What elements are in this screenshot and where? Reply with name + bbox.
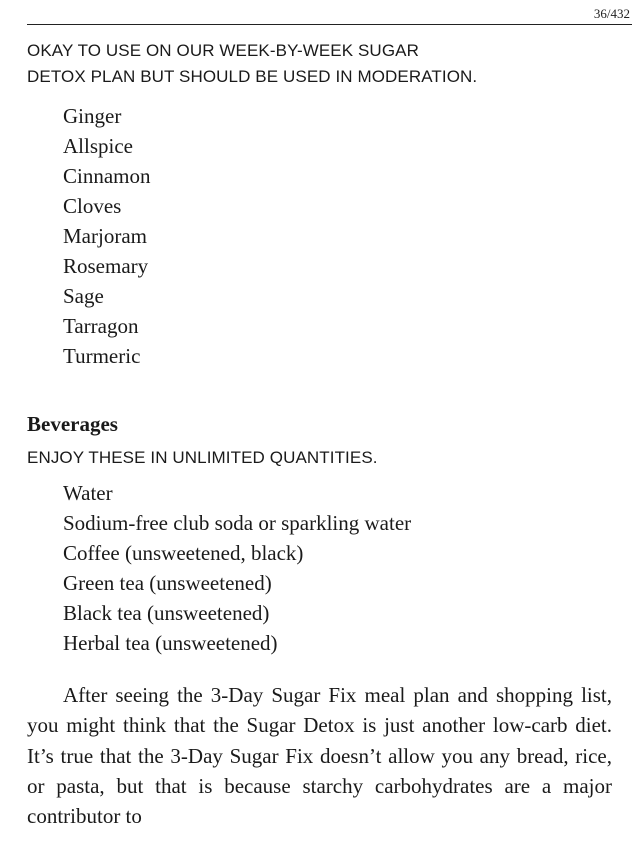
list-item: Allspice [63, 134, 133, 158]
list-item: Marjoram [63, 224, 147, 248]
list-item: Cinnamon [63, 164, 151, 188]
spice-list [63, 101, 151, 371]
list-item: Coffee (unsweetened, black) [63, 541, 304, 565]
list-item: Rosemary [63, 254, 149, 278]
moderation-note-line-1: OKAY TO USE ON OUR WEEK-BY-WEEK SUGAR [27, 41, 419, 60]
list-item: Tarragon [63, 314, 139, 338]
list-item: Turmeric [63, 344, 141, 368]
list-item: Sage [63, 284, 104, 308]
list-item: Ginger [63, 104, 122, 128]
page-number: 36/432 [593, 6, 630, 21]
beverages-heading: Beverages [27, 412, 118, 436]
beverages-note: ENJOY THESE IN UNLIMITED QUANTITIES. [27, 448, 378, 467]
moderation-note-line-2: DETOX PLAN BUT SHOULD BE USED IN MODERATION. [27, 67, 478, 86]
list-item: Herbal tea (unsweetened) [63, 631, 278, 655]
list-item: Green tea (unsweetened) [63, 571, 272, 595]
beverage-list [63, 478, 411, 658]
list-item: Black tea (unsweetened) [63, 601, 270, 625]
header-rule [27, 24, 632, 25]
body-paragraph: After seeing the 3-Day Sugar Fix meal plan and shopping list, you might think that the Sugar Detox is just another low-carb diet. It’s true that the 3-Day Sugar Fix doesn’t allow you any bread, rice, or pasta, but that is because starchy carbohydrates are a major contributor to [27, 683, 612, 829]
moderation-note [27, 38, 627, 90]
list-item: Water [63, 481, 113, 505]
list-item: Cloves [63, 194, 122, 218]
list-item: Sodium-free club soda or sparkling water [63, 511, 412, 535]
